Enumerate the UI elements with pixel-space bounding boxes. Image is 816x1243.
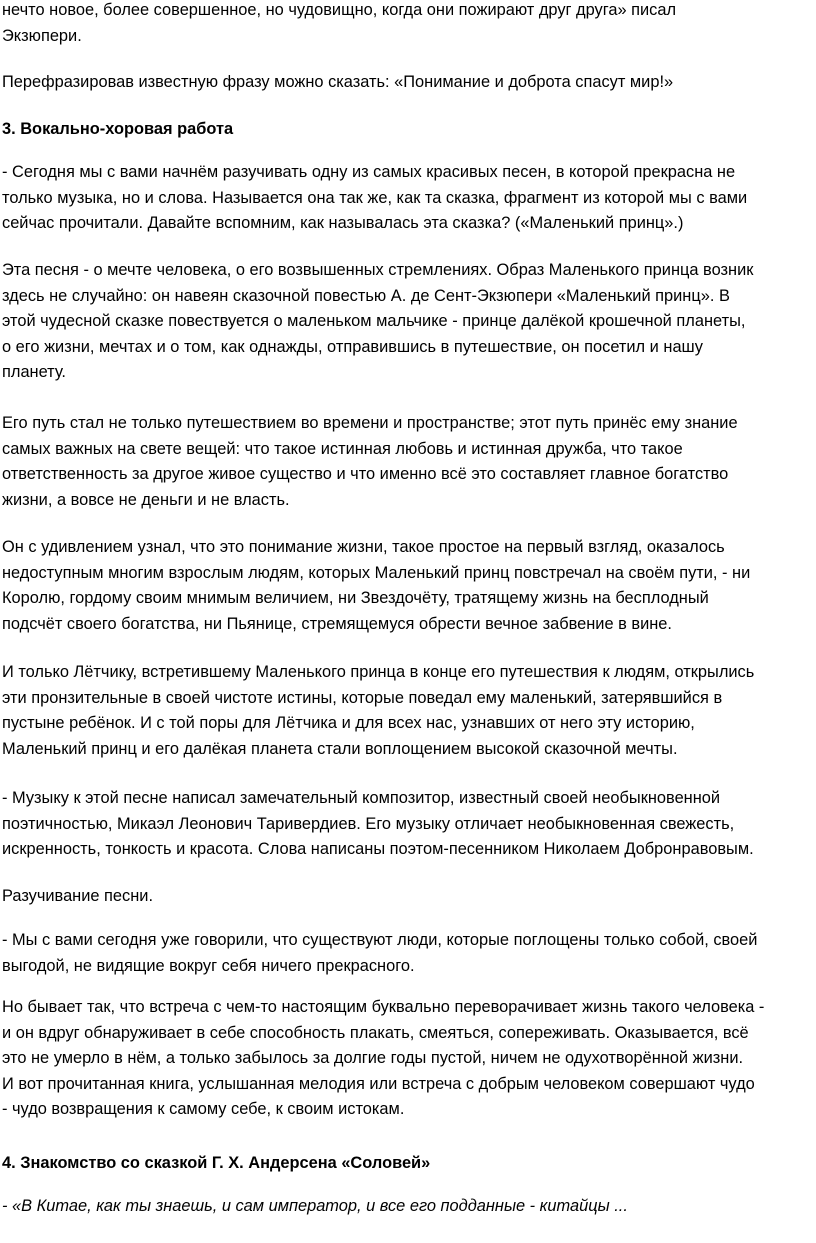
text-line: этой чудесной сказке повествуется о маленьком мальчике - принце далёкой крошечной планеты, bbox=[2, 312, 746, 331]
paragraph-composer bbox=[2, 786, 754, 863]
paragraph-understanding-of-life bbox=[2, 535, 750, 637]
text-line: Маленький принц и его далёкая планета стали воплощением высокой сказочной мечты. bbox=[2, 739, 678, 758]
text-line: - Мы с вами сегодня уже говорили, что существуют люди, которые поглощены только собой, своей bbox=[2, 931, 758, 949]
text-line: только музыка, но и слова. Называется она так же, как та сказка, фрагмент из которой мы с вами bbox=[2, 188, 748, 207]
paragraph-paraphrase bbox=[2, 70, 673, 96]
text-line: И только Лётчику, встретившему Маленького принца в конце его путешествия к людям, открылись bbox=[2, 663, 755, 681]
paragraph-exupery-quote-end bbox=[2, 0, 676, 49]
text-line: Он с удивлением узнал, что это понимание жизни, такое простое на первый взгляд, оказалось bbox=[2, 538, 725, 556]
text-line: И вот прочитанная книга, услышанная мелодия или встреча с добрым человеком совершают чудо bbox=[2, 1074, 755, 1093]
text-line: - Музыку к этой песне написал замечательный композитор, известный своей необыкновенной bbox=[2, 789, 721, 807]
text-line: Эта песня - о мечте человека, о его возвышенных стремлениях. Образ Маленького принца возник bbox=[2, 261, 754, 279]
text-line: выгодой, не видящие вокруг себя ничего прекрасного. bbox=[2, 956, 415, 975]
text-line: искренность, тонкость и красота. Слова написаны поэтом-песенником Николаем Добронравовым. bbox=[2, 840, 754, 859]
text-line: жизни, а вовсе не деньги и не власть. bbox=[2, 490, 290, 509]
section-heading-andersen-nightingale bbox=[2, 1151, 430, 1177]
paragraph-self-absorbed-people bbox=[2, 928, 757, 979]
text-line: 4. Знакомство со сказкой Г. Х. Андерсена «Соловей» bbox=[2, 1154, 431, 1172]
text-line: эти пронзительные в своей чистоте истины, которые поведал ему маленький, затерявшийся в bbox=[2, 688, 723, 707]
text-line: самых важных на свете вещей: что такое истинная любовь и истинная дружба, что такое bbox=[2, 439, 683, 458]
text-line: - чудо возвращения к самому себе, к своим истокам. bbox=[2, 1100, 405, 1119]
text-line: нечто новое, более совершенное, но чудовищно, когда они пожирают друг друга» писал bbox=[2, 1, 677, 19]
text-line: ответственность за другое живое существо и что именно всё это составляет главное богатство bbox=[2, 465, 729, 484]
text-line: о его жизни, мечтах и о том, как однажды, отправившись в путешествие, он посетил и нашу bbox=[2, 337, 703, 356]
paragraph-pilot bbox=[2, 660, 754, 762]
text-line: здесь не случайно: он навеян сказочной повестью А. де Сент-Экзюпери «Маленький принц». В bbox=[2, 286, 730, 305]
text-line: и он вдруг обнаруживает в себе способность плакать, смеяться, сопереживать. Оказывается, всё bbox=[2, 1023, 749, 1042]
text-line: пустыне ребёнок. И с той поры для Лётчика и для всех нас, узнавших от него эту историю, bbox=[2, 714, 695, 733]
text-line: сейчас прочитали. Давайте вспомним, как называлась эта сказка? («Маленький принц».) bbox=[2, 214, 684, 233]
text-line: Экзюпери. bbox=[2, 26, 82, 45]
paragraph-song-intro bbox=[2, 160, 747, 237]
text-line: Но бывает так, что встреча с чем-то настоящим буквально переворачивает жизнь такого человека - bbox=[2, 998, 765, 1016]
text-line: Перефразировав известную фразу можно сказать: «Понимание и доброта спасут мир!» bbox=[2, 73, 674, 91]
text-line: Его путь стал не только путешествием во времени и пространстве; этот путь принёс ему знание bbox=[2, 414, 738, 432]
paragraph-nightingale-quote bbox=[2, 1194, 628, 1220]
text-line: подсчёт своего богатства, ни Пьянице, стремящемуся обрести вечное забвение в вине. bbox=[2, 614, 672, 633]
text-line: Королю, гордому своим мнимым величием, ни Звездочёту, тратящему жизнь на бесплодный bbox=[2, 589, 709, 608]
text-line: 3. Вокально-хоровая работа bbox=[2, 120, 234, 138]
text-line: поэтичностью, Микаэл Леонович Таривердиев. Его музыку отличает необыкновенная свежесть, bbox=[2, 814, 735, 833]
paragraph-song-learning bbox=[2, 884, 153, 910]
paragraph-miracle-of-return bbox=[2, 995, 764, 1123]
paragraph-his-path bbox=[2, 411, 738, 513]
text-line: недоступным многим взрослым людям, которых Маленький принц повстречал на своём пути, - ни bbox=[2, 563, 751, 582]
section-heading-vocal-choral-work bbox=[2, 117, 233, 143]
text-line: - Сегодня мы с вами начнём разучивать одну из самых красивых песен, в которой прекрасна не bbox=[2, 163, 736, 181]
paragraph-song-about-dream bbox=[2, 258, 753, 386]
text-line: - «В Китае, как ты знаешь, и сам император, и все его подданные - китайцы ... bbox=[2, 1197, 628, 1215]
text-line: Разучивание песни. bbox=[2, 887, 154, 905]
text-line: планету. bbox=[2, 363, 66, 382]
text-line: это не умерло в нём, а только забылось за долгие годы пустой, ничем не одухотворённой жизни. bbox=[2, 1049, 744, 1068]
